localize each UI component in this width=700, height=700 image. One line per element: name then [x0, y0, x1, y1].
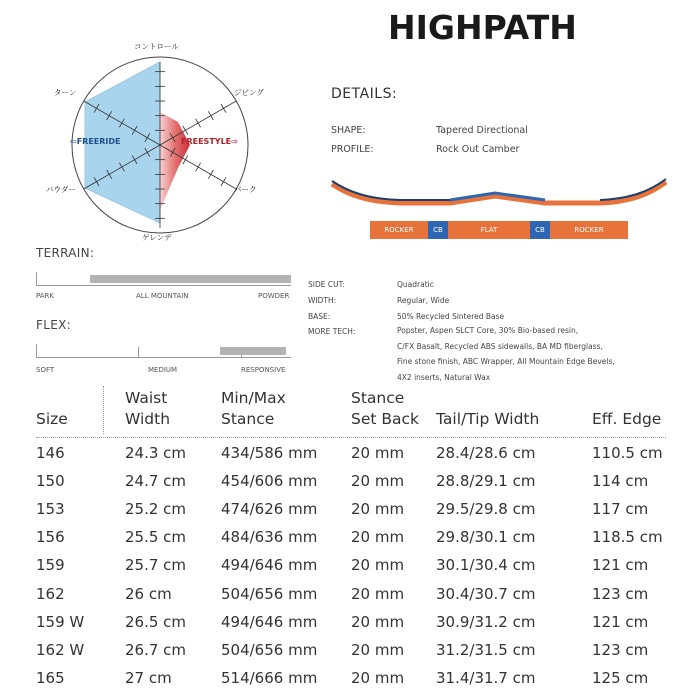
table-cell: 25.7 cm	[125, 556, 187, 575]
terrain-scale	[36, 272, 291, 286]
terrain-label-park: PARK	[36, 292, 55, 300]
radar-label-jibbing: ジビング	[234, 88, 264, 97]
freestyle-label: FREESTYLE⇨	[181, 137, 238, 146]
base-value: 50% Recycled Sintered Base	[397, 312, 505, 321]
table-cell: 26.5 cm	[125, 612, 187, 631]
table-cell: 117 cm	[592, 500, 649, 519]
header-size: Size	[36, 410, 68, 428]
flex-heading: FLEX:	[36, 318, 71, 332]
table-cell: 29.8/30.1 cm	[436, 528, 536, 547]
table-cell: 123 cm	[592, 584, 649, 603]
profile-bar	[370, 221, 628, 239]
table-cell: 25.2 cm	[125, 500, 187, 519]
width-value: Regular, Wide	[397, 296, 450, 305]
flex-label-soft: SOFT	[36, 366, 55, 374]
table-cell-size: 146	[36, 444, 65, 462]
more-tech-line: Fine stone finish, ABC Wrapper, All Mountain Edge Bevels,	[397, 357, 615, 366]
table-cell-size: 162	[36, 584, 65, 603]
table-cell-size: 159 W	[36, 612, 85, 631]
radar-label-park: パーク	[234, 185, 257, 194]
table-cell: 20 mm	[351, 472, 405, 491]
table-cell-size: 162 W	[36, 640, 85, 659]
table-cell: 25.5 cm	[125, 528, 187, 547]
table-cell: 31.2/31.5 cm	[436, 640, 536, 659]
table-cell: 24.3 cm	[125, 444, 187, 462]
table-cell: 29.5/29.8 cm	[436, 500, 536, 519]
terrain-label-all-mountain: ALL MOUNTAIN	[136, 292, 189, 300]
freeride-label: ⇦FREERIDE	[70, 137, 121, 146]
table-cell: 504/656 mm	[221, 584, 318, 603]
table-cell-size: 153	[36, 500, 65, 519]
table-cell: 494/646 mm	[221, 612, 318, 631]
terrain-fill	[90, 275, 291, 283]
details-heading: DETAILS:	[331, 86, 398, 102]
more-tech-line: C/FX Basalt, Recycled ABS sidewalls, BA MD fiberglass,	[397, 341, 603, 351]
profile-segment-cb-left: CB	[428, 221, 448, 239]
radar-label-control: コントロール	[134, 42, 179, 51]
terrain-heading: TERRAIN:	[36, 246, 95, 260]
table-cell: 454/606 mm	[221, 472, 318, 491]
table-cell: 20 mm	[351, 612, 405, 631]
terrain-label-powder: POWDER	[258, 292, 290, 300]
header-waist: Waist Width	[125, 389, 171, 428]
table-cell: 494/646 mm	[221, 556, 318, 575]
table-cell: 30.1/30.4 cm	[436, 556, 536, 575]
table-cell: 20 mm	[351, 668, 405, 687]
flex-fill	[220, 347, 286, 355]
header-stance: Min/Max Stance	[221, 389, 286, 428]
shape-label: SHAPE:	[331, 125, 366, 136]
table-cell: 30.9/31.2 cm	[436, 612, 536, 631]
radar-label-groomer: ゲレンデ	[142, 233, 172, 242]
table-cell: 20 mm	[351, 584, 405, 603]
flex-scale	[36, 344, 291, 358]
more-tech-line: 4X2 inserts, Natural Wax	[397, 372, 491, 382]
base-label: BASE:	[308, 312, 331, 321]
profile-segment-flat: FLAT	[448, 221, 530, 239]
table-cell: 110.5 cm	[592, 444, 663, 462]
table-cell: 121 cm	[592, 556, 649, 575]
table-cell: 514/666 mm	[221, 668, 318, 687]
header-eff-edge: Eff. Edge	[592, 410, 662, 428]
more-tech-list	[397, 323, 677, 385]
more-tech-label: MORE TECH:	[308, 327, 356, 336]
table-cell-size: 150	[36, 472, 65, 491]
header-setback: Stance Set Back	[351, 389, 420, 428]
profile-segment-cb-right: CB	[530, 221, 550, 239]
table-cell: 484/636 mm	[221, 528, 318, 547]
radar-label-powder: パウダー	[46, 185, 76, 194]
more-tech-line: Popster, Aspen SLCT Core, 30% Bio-based resin,	[397, 326, 579, 335]
radar-label-turn: ターン	[54, 88, 77, 97]
table-cell: 20 mm	[351, 444, 405, 462]
flex-label-responsive: RESPONSIVE	[241, 366, 286, 374]
table-cell: 26 cm	[125, 584, 172, 603]
table-cell: 125 cm	[592, 668, 649, 687]
table-cell: 27 cm	[125, 668, 172, 687]
table-cell: 24.7 cm	[125, 472, 187, 491]
table-cell: 474/626 mm	[221, 500, 318, 519]
table-cell: 28.8/29.1 cm	[436, 472, 536, 491]
profile-label: PROFILE:	[331, 144, 374, 155]
profile-segment-rocker-right: ROCKER	[550, 221, 628, 239]
table-cell: 20 mm	[351, 556, 405, 575]
table-cell-size: 156	[36, 528, 65, 547]
header-divider	[103, 386, 105, 434]
table-cell: 504/656 mm	[221, 640, 318, 659]
shape-value: Tapered Directional	[436, 125, 528, 136]
table-cell-size: 159	[36, 556, 65, 575]
table-cell: 20 mm	[351, 528, 405, 547]
product-title: HIGHPATH	[388, 8, 577, 47]
header-tail-tip: Tail/Tip Width	[436, 410, 540, 428]
table-cell: 123 cm	[592, 640, 649, 659]
table-cell: 434/586 mm	[221, 444, 318, 462]
table-cell: 30.4/30.7 cm	[436, 584, 536, 603]
table-cell: 26.7 cm	[125, 640, 187, 659]
table-cell: 28.4/28.6 cm	[436, 444, 536, 462]
table-cell: 20 mm	[351, 500, 405, 519]
table-cell: 118.5 cm	[592, 528, 663, 547]
sidecut-label: SIDE CUT:	[308, 280, 345, 289]
flex-label-medium: MEDIUM	[148, 366, 178, 374]
table-cell: 114 cm	[592, 472, 649, 491]
table-cell: 121 cm	[592, 612, 649, 631]
table-cell: 20 mm	[351, 640, 405, 659]
profile-value: Rock Out Camber	[436, 144, 520, 155]
board-profile-graphic	[330, 176, 670, 216]
profile-segment-rocker-left: ROCKER	[370, 221, 428, 239]
width-label: WIDTH:	[308, 296, 337, 305]
table-cell-size: 165	[36, 668, 65, 687]
header-separator	[36, 437, 666, 438]
sidecut-value: Quadratic	[397, 280, 434, 289]
table-cell: 31.4/31.7 cm	[436, 668, 536, 687]
